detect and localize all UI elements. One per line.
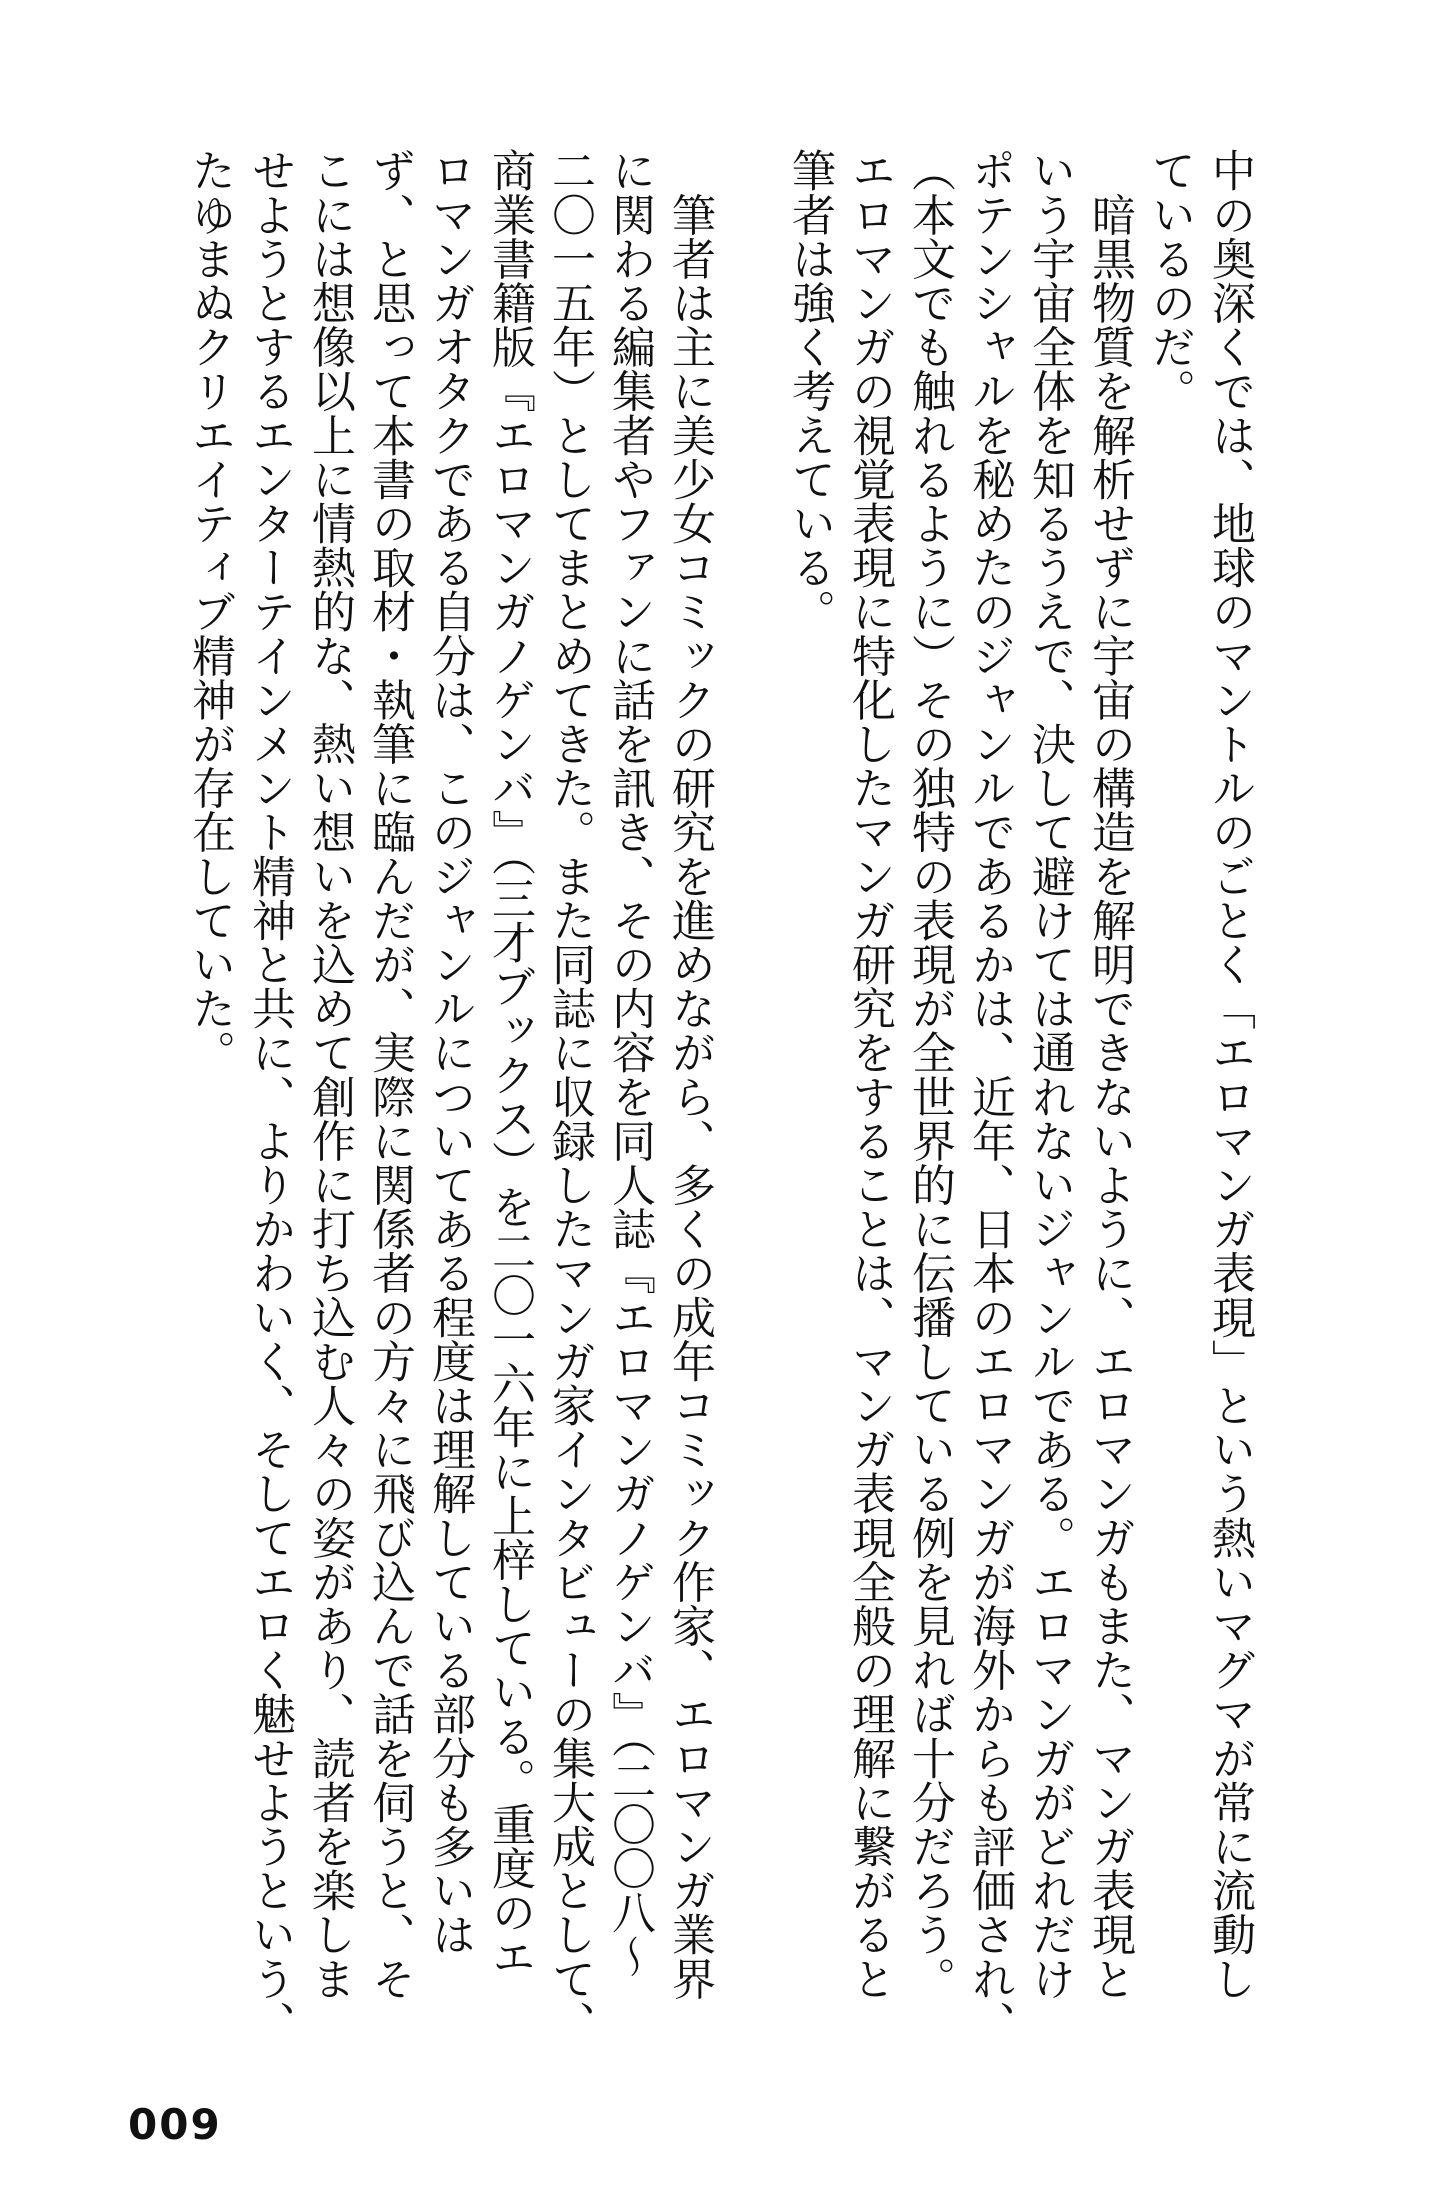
text-column: （本文でも触れるように）その独特の表現が全世界的に伝播している例を見れば十分だろう。 [904, 148, 955, 2001]
text-column: 二〇一五年）としてまとめてきた。また同誌に収録したマンガ家インタビューの集大成として、 [544, 148, 595, 2045]
text-column: に関わる編集者やファンに話を訊き、その内容を同人誌『エロマンガノゲンバ』（二〇〇八～ [604, 148, 655, 1979]
text-column: エロマンガの視覚表現に特化したマンガ研究をすることは、マンガ表現全般の理解に繋がると [844, 148, 895, 2001]
text-column: 中の奥深くでは、地球のマントルのごとく「エロマンガ表現」という熱いマグマが常に流動し [1204, 148, 1255, 2001]
text-column: 筆者は強く考えている。 [784, 148, 835, 634]
text-column: せようとするエンターテインメント精神と共に、よりかわいく、そしてエロく魅せようという、 [244, 148, 295, 2045]
text-column: ず、と思って本書の取材・執筆に臨んだが、実際に関係者の方々に飛び込んで話を伺うと、そ [364, 148, 415, 2001]
text-column: ポテンシャルを秘めたのジャンルであるかは、近年、日本のエロマンガが海外からも評価され、 [964, 148, 1015, 2045]
text-column: ているのだ。 [1144, 148, 1195, 413]
text-column: 商業書籍版『エロマンガノゲンバ』（三才ブックス）を二〇一六年に上梓している。重度のエ [484, 148, 535, 1979]
text-column: ロマンガオタクである自分は、このジャンルについてある程度は理解している部分も多いは [424, 148, 475, 1957]
text-column: いう宇宙全体を知るうえで、決して避けては通れないジャンルである。エロマンガがどれだけ [1024, 148, 1075, 2001]
page-number: 009 [128, 2100, 222, 2149]
text-column: 筆者は主に美少女コミックの研究を進めながら、多くの成年コミック作家、エロマンガ業界 [664, 148, 715, 2001]
text-column: 暗黒物質を解析せずに宇宙の構造を解明できないように、エロマンガもまた、マンガ表現と [1084, 148, 1135, 2001]
paragraph-gap [719, 148, 779, 1968]
vertical-text-block [179, 148, 1259, 2045]
text-column: こには想像以上に情熱的な、熱い想いを込めて創作に打ち込む人々の姿があり、読者を楽しま [304, 148, 355, 2001]
text-column: たゆまぬクリエイティブ精神が存在していた。 [184, 148, 235, 1075]
